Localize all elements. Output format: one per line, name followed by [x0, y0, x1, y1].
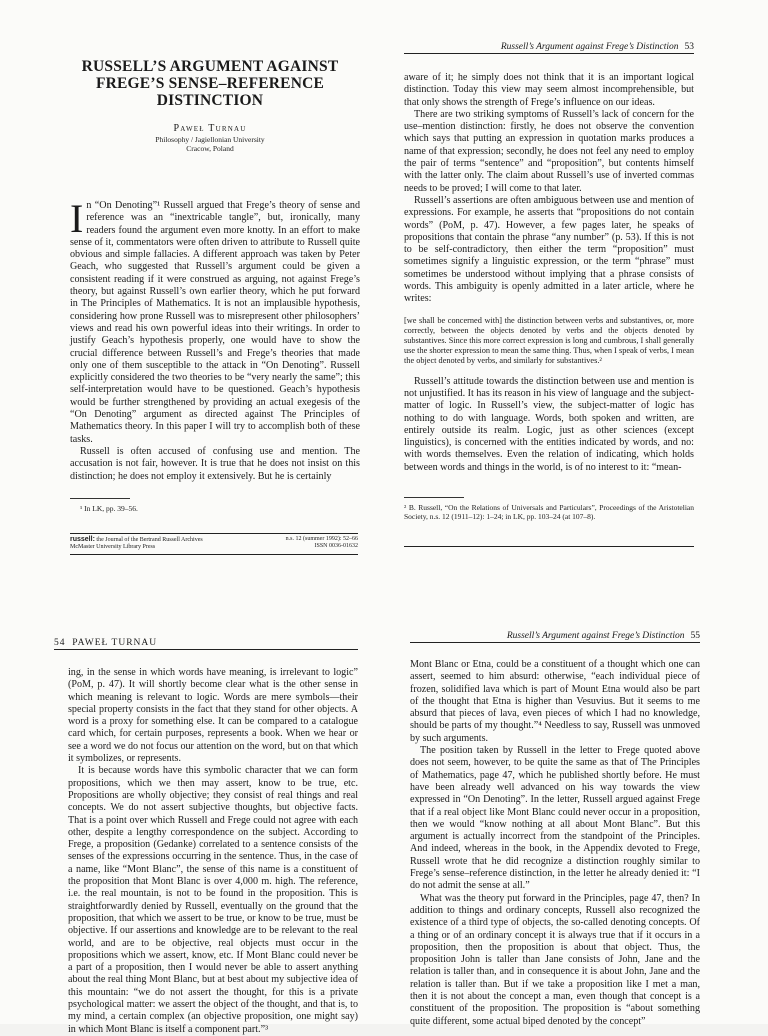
journal-citation-bar: russell: the Journal of the Bertrand Russell Archives McMaster University Library Press n.s. 12 (summer 1992): 52–66 ISSN 0036-01632 — [70, 533, 358, 555]
author-affiliation: Philosophy / Jagiellonian University Cracow, Poland — [155, 135, 265, 153]
body-column — [404, 72, 694, 474]
author-name: Paweł Turnau — [173, 123, 247, 134]
paragraph: It is because words have this symbolic character that we can form propositions, which we then may assert, know to be true, etc. Propositions are wholly objective; they consist of real things and real concepts. We do not assert subjective thoughts, but objective facts. That is a point over which Russell and Frege could not agree with each other, despite a lengthy correspondence on the subject. According to Frege, a proposition (Gedanke) correlated to a sentence consists of the senses of the expressions occurring in the sentence. Thus, in the case of a name, like “Mont Blanc”, the sense of this name is a constituent of the proposition that Mont Blanc is over 4,000 m. high. The reference, i.e. the real mountain, is not to be found in the proposition. This is straightforwardly denied by Russell, eventually on the ground that the proposition, that which we assert to be true, or know to be true, must be objective. If our assertions and knowledge are to be relevant to the real world, and are to be objective, real objects must occur in the propositions which we assert, know, etc. If Mont Blanc could never be a part of a proposition, then I would never be able to assert anything about the real thing Mont Blanc, but at best about my subjective idea of this mountain: “we do not assert the thought, for this is a private psychological matter: we assert the object of the thought, and that is, to my mind, a certain complex (an objective proposition, one might say) in which Mont Blanc is itself a component part.”³ — [68, 765, 358, 1035]
running-head: 54 PAWEŁ TURNAU — [54, 638, 358, 650]
page-53 — [384, 0, 768, 580]
running-head: Russell’s Argument against Frege’s Distinction 53 — [404, 42, 694, 54]
paragraph: aware of it; he simply does not think that it is an important logical distinction. Today this view may seem almost incomprehensible, but that only shows the strength of Frege’s influence on our ideas. — [404, 72, 694, 108]
footnote-rule — [70, 498, 130, 499]
paragraph: Russell is often accused of confusing use and mention. The accusation is not fair, however. It is true that he does not insist on this distinction; he does not employ it extensively. But he is certainly — [70, 445, 360, 482]
paragraph: Russell’s assertions are often ambiguous between use and mention of expressions. For example, he asserts that “propositions do not contain words” (PoM, p. 47). However, a few pages later, he speaks of propositions that contain the phrase “any number” (p. 53). If this is not to be self-contradictory, then either the term “proposition” must sometimes signify a linguistic expression, or the term “phrase” must sometimes be understood without implying that a phrase consists of words. This ambiguity is openly admitted in a later article, where he writes: — [404, 194, 694, 305]
page-55 — [384, 580, 768, 1027]
drop-cap: I — [70, 196, 84, 241]
paragraph: What was the theory put forward in the Principles, page 47, then? In addition to things and ordinary concepts, Russell also recognized the existence of a third type of objects, the so-called denoting concepts. Of a thing or of an ordinary concept it is always true that if it occurs in a proposition, then the proposition is about that object. Thus, the proposition John is taller than Jane consists of John, Jane and the relation is taller than, and in consequence it is about John, Jane and the relation is taller than. But if we take a proposition like I met a man, then it is not about the concept a man, even though that concept is a constituent of the proposition. The proposition is “about something quite different, some actual biped denoted by the concept” — [410, 892, 700, 1027]
article-title: RUSSELL’S ARGUMENT AGAINST FREGE’S SENSE–REFERENCE DISTINCTION — [81, 58, 339, 109]
body-column — [410, 659, 700, 1028]
body-column — [70, 196, 360, 483]
paragraph: In “On Denoting”¹ Russell argued that Frege’s theory of sense and reference was an “inextricable tangle”, but, ironically, many readers found the argument even more knotty. In an effort to make sense of it, commentators were often driven to attribute to Russell quite obvious and simple fallacies. A different approach was taken by Peter Geach, who suggested that Russell’s argument could be given a consistent reading if it were construed as arguing, not against Frege’s theory, but against Russell’s own earlier theory, which he put forward in The Principles of Mathematics. It is not an implausible hypothesis, considering how prone Russell was to misrepresent other philosophers’ views and read his own powerful ideas into their writings. In order to justify Geach’s hypothesis properly, one would have to show the crucial difference between Russell’s and Frege’s theories that made only one of them susceptible to the attack in “On Denoting”. Russell explicitly considered the two theories to be “very nearly the same”; this self-interpretation would have to be questioned. Geach’s hypothesis would be further strengthened by providing an actual exegesis of the “On Denoting” argument as directed against The Principles of Mathematics theory. In this paper I will try to accomplish both of these tasks. — [70, 196, 360, 445]
footnote: ² B. Russell, “On the Relations of Universals and Particulars”, Proceedings of the Aristotelian Society, n.s. 12 (1911–12): 1–24; in LK, pp. 103–24 (at 107–8). — [404, 503, 694, 521]
paragraph: Russell’s attitude towards the distinction between use and mention is not unjustified. It has its reason in his view of language and the subject-matter of logic. In Russell’s view, the subject-matter of logic has nothing to do with language. Words, both spoken and written, are entirely outside its realm. Logic, just as other sciences (except linguistics), is concerned with the entities indicated by words, and no: with words themselves. Even the relation of indicating, which holds between words and things in the world, is of no interest to it: “mean- — [404, 375, 694, 473]
page-number: 54 — [54, 638, 66, 648]
block-quote: [we shall be concerned with] the distinction between verbs and substantives, or, more correctly, between the objects denoted by verbs and the objects denoted by substantives. Since this more correct expression is long and cumbrous, I shall generally use the shorter expression to mean the same thing. Thus, when I speak of verbs, I mean the object denoted by verbs, and similarly for substantives.² — [404, 315, 694, 365]
footnote: ¹ In LK, pp. 39–56. — [80, 504, 138, 513]
page-52 — [0, 0, 384, 580]
page-number: 53 — [684, 42, 694, 52]
page-54 — [0, 580, 384, 1035]
footnote-rule — [404, 497, 464, 498]
body-column — [68, 667, 358, 1036]
journal-logo: russell: — [70, 536, 95, 543]
paragraph: Mont Blanc or Etna, could be a constituent of a thought which one can assert, seemed to him absurd: otherwise, “each individual piece of frozen, solidified lava which is part of Mount Etna would also be part of the thought that Etna is higher than Vesuvius. But it seems to me absurd that pieces of lava, even pieces of which I had no knowledge, should be parts of my thought.”⁴ Needless to say, Russell was unmoved by such arguments. — [410, 659, 700, 744]
paragraph: There are two striking symptoms of Russell’s lack of concern for the use–mention distinction: firstly, he does not observe the convention which says that putting an expression in quotation marks produces a name of that expression; secondly, he does not feel any need to employ the pair of terms “sentence” and “proposition”, but contents himself with the latter only. The claim about Russell’s use of inverted commas needs to be proved; I will come to that later. — [404, 108, 694, 194]
paragraph: The position taken by Russell in the letter to Frege quoted above does not seem, however, to be quite the same as that of The Principles of Mathematics, page 47, which he published shortly before. He must have been already well advanced on his way towards the view expressed in “On Denoting”. In the letter, Russell argued against Frege that if a real object like Mont Blanc could never occur in a proposition, then we would “know nothing at all about Mont Blanc”. But this argument is actually incorrect from the standpoint of the Principles. And indeed, whereas in the book, in the Appendix devoted to Frege, Russell wrote that he did recognize a distinction roughly similar to Frege’s sense–reference distinction, in the letter he already denied it: “I do not admit the sense at all.” — [410, 745, 700, 892]
running-head: Russell’s Argument against Frege’s Distinction 55 — [410, 631, 700, 643]
page-number: 55 — [690, 631, 700, 641]
paragraph: ing, in the sense in which words have meaning, is irrelevant to logic” (PoM, p. 47). It will shortly become clear what is the other sense in which meaning is relevant to logic. Words are mere symbols—their special property consists in the fact that they stand for other objects. A word is a proxy for something else. It can be compared to a catalogue card which, for certain purposes, represents a book. When we hear or see a word we do not focus our attention on the word, but on that which it symbolizes, or represents. — [68, 667, 358, 765]
page-end-rule — [404, 546, 694, 547]
